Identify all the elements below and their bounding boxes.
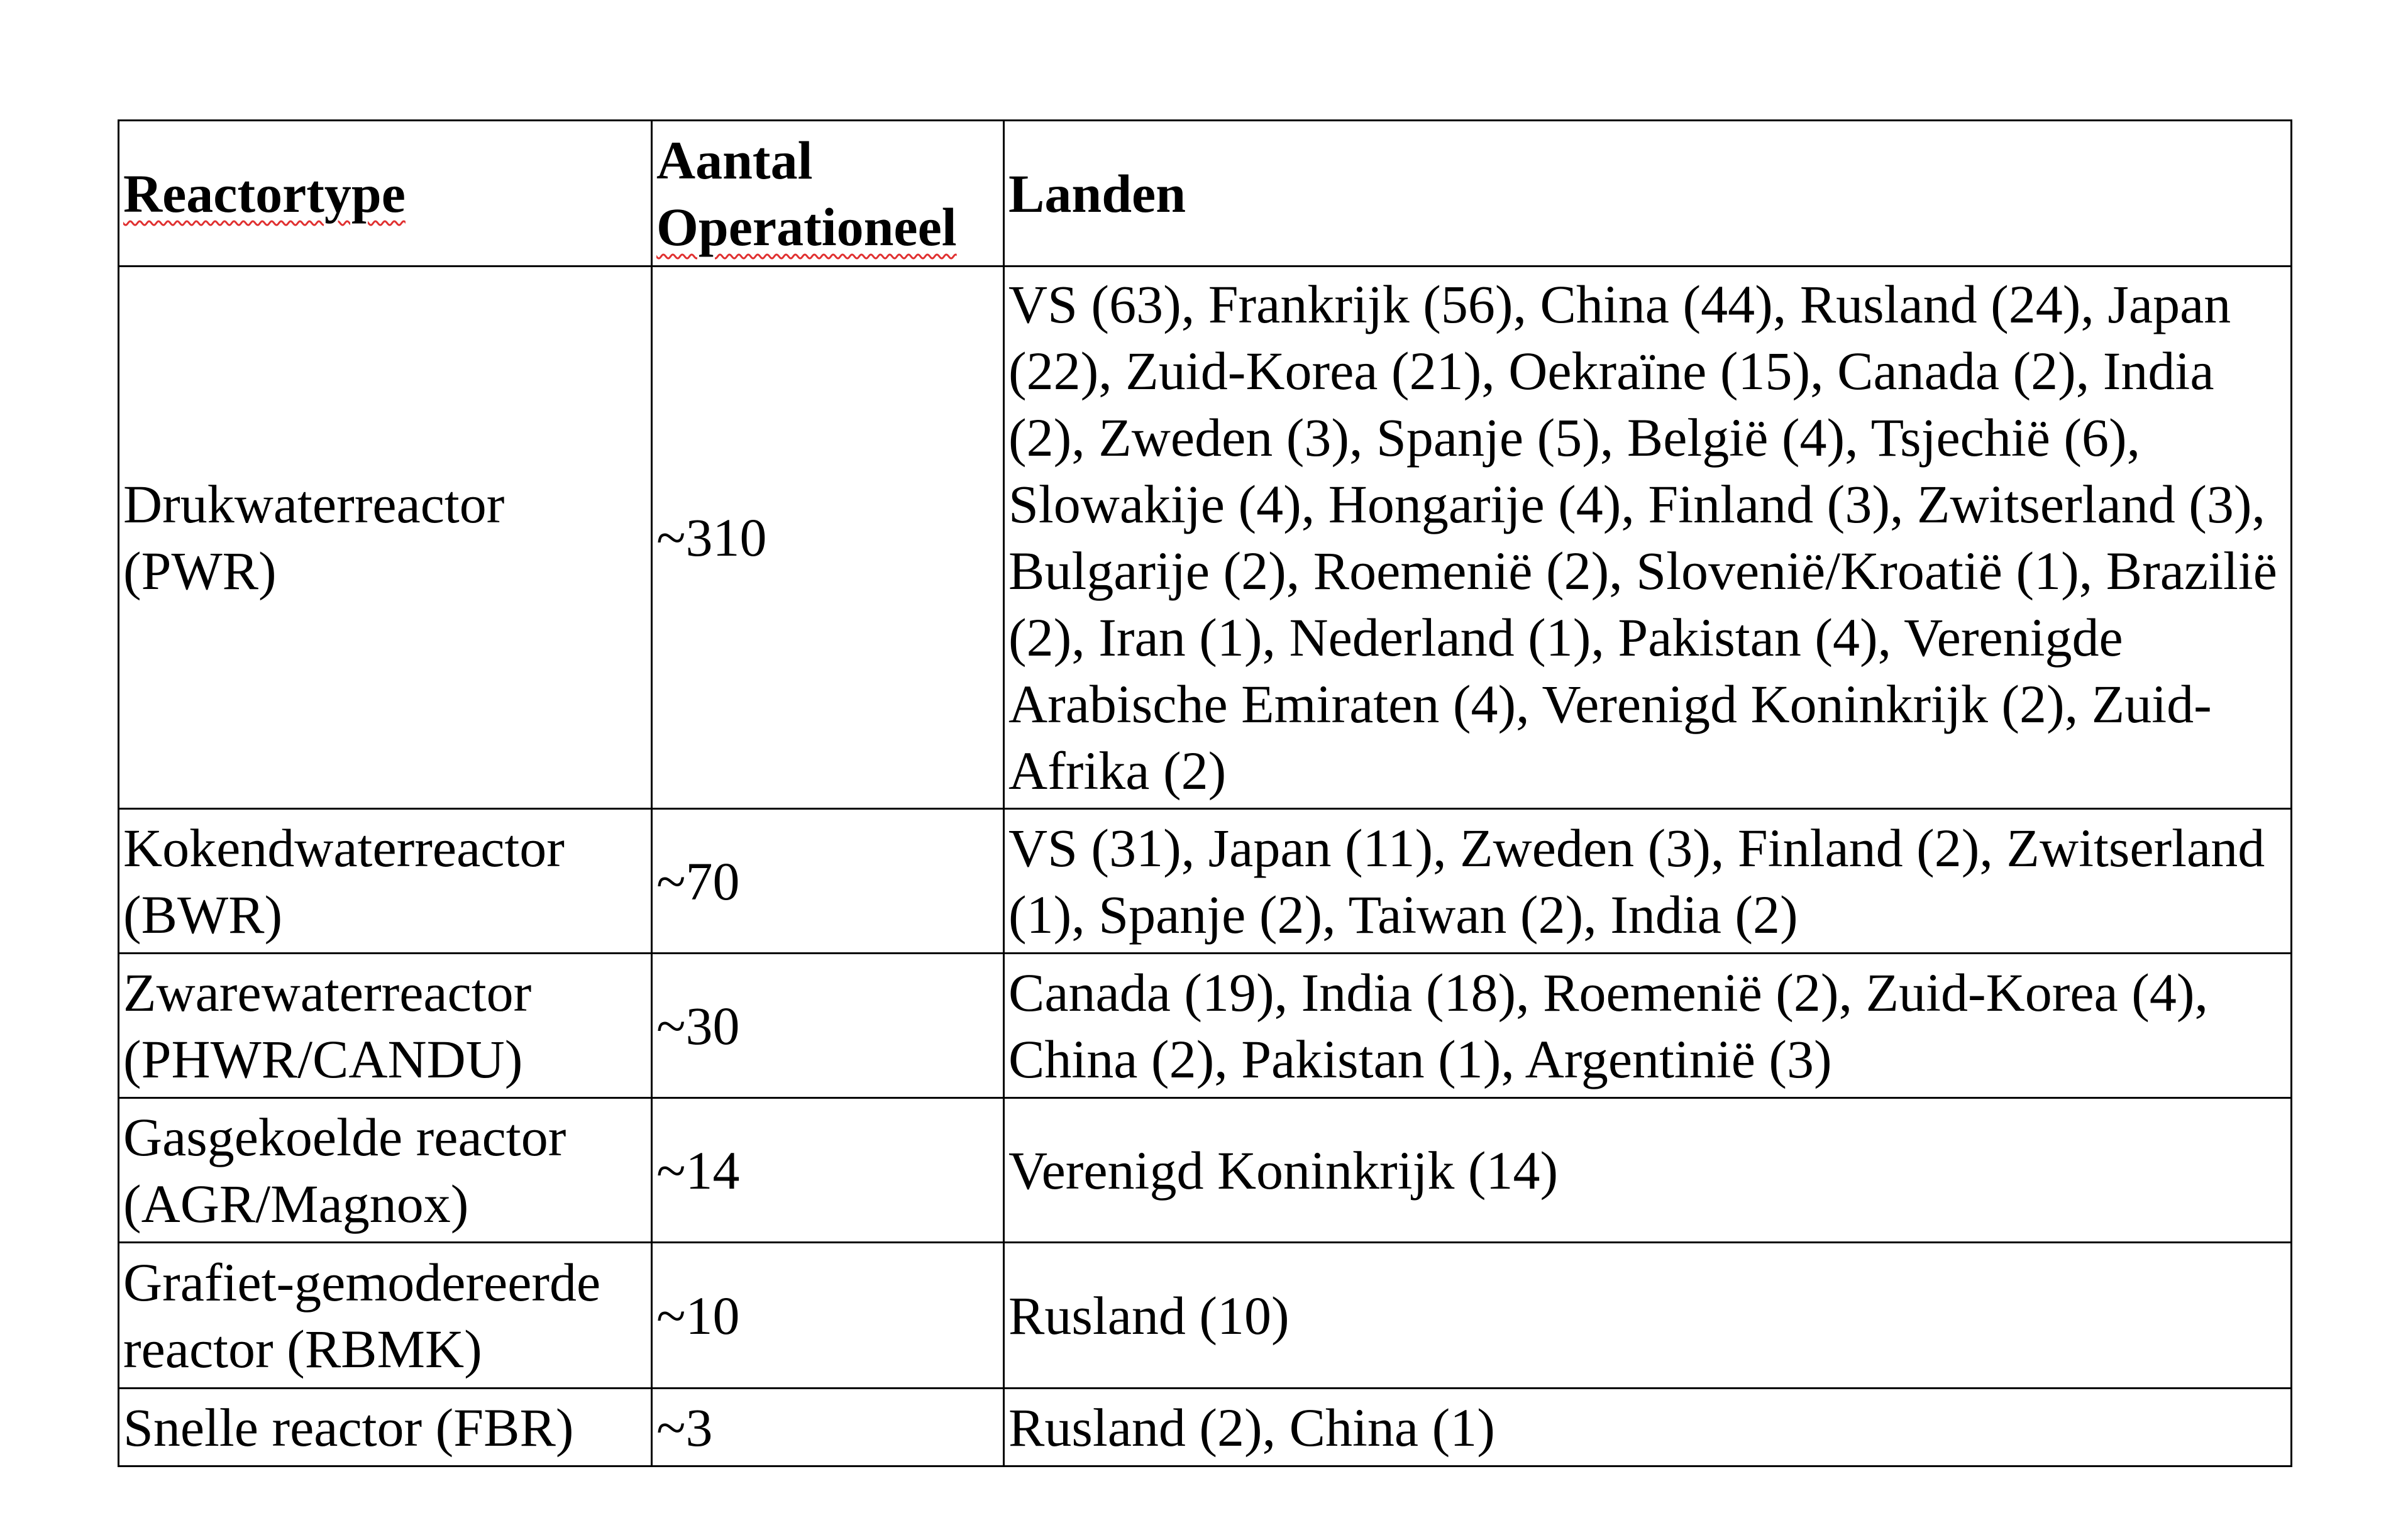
table-row <box>119 1389 2292 1466</box>
cell-countries: Canada (19), India (18), Roemenië (2), Zuid-Korea (4), China (2), Pakistan (1), Argentinië (3) <box>1004 954 2292 1098</box>
table-row <box>119 809 2292 954</box>
cell-countries: Rusland (2), China (1) <box>1004 1389 2292 1466</box>
cell-count: ~10 <box>652 1243 1004 1389</box>
table-header-row <box>119 121 2292 267</box>
reactor-table <box>118 119 2292 1467</box>
cell-reactor-type: Grafiet-gemodereerde reactor (RBMK) <box>119 1243 652 1389</box>
cell-count: ~3 <box>652 1389 1004 1466</box>
header-aantal-operationeel: Aantal Operationeel <box>652 121 1004 267</box>
cell-countries: Rusland (10) <box>1004 1243 2292 1389</box>
table-row <box>119 1098 2292 1243</box>
header-reactortype: Reactortype <box>119 121 652 267</box>
cell-reactor-type: Gasgekoelde reactor (AGR/Magnox) <box>119 1098 652 1243</box>
cell-countries: Verenigd Koninkrijk (14) <box>1004 1098 2292 1243</box>
table-row <box>119 954 2292 1098</box>
cell-reactor-type: Kokendwaterreactor (BWR) <box>119 809 652 954</box>
table-row <box>119 1243 2292 1389</box>
header-landen: Landen <box>1004 121 2292 267</box>
cell-countries: VS (63), Frankrijk (56), China (44), Rusland (24), Japan (22), Zuid-Korea (21), Oekraïne (15), Canada (2), India (2), Zweden (3), Spanje (5), België (4), Tsjechië (6), Slowakije (4), Hongarije (4), Finland (3), Zwitserland (3), Bulgarije (2), Roemenië (2), Slovenië/Kroatië (1), Brazilië (2), Iran (1), Nederland (1), Pakistan (4), Verenigde Arabische Emiraten (4), Verenigd Koninkrijk (2), Zuid-Afrika (2) <box>1004 267 2292 809</box>
table-row <box>119 267 2292 809</box>
cell-reactor-type: Snelle reactor (FBR) <box>119 1389 652 1466</box>
cell-count: ~14 <box>652 1098 1004 1243</box>
cell-reactor-type: Zwarewaterreactor (PHWR/CANDU) <box>119 954 652 1098</box>
cell-count: ~70 <box>652 809 1004 954</box>
cell-countries: VS (31), Japan (11), Zweden (3), Finland (2), Zwitserland (1), Spanje (2), Taiwan (2), India (2) <box>1004 809 2292 954</box>
cell-count: ~30 <box>652 954 1004 1098</box>
cell-count: ~310 <box>652 267 1004 809</box>
cell-reactor-type: Drukwaterreactor (PWR) <box>119 267 652 809</box>
